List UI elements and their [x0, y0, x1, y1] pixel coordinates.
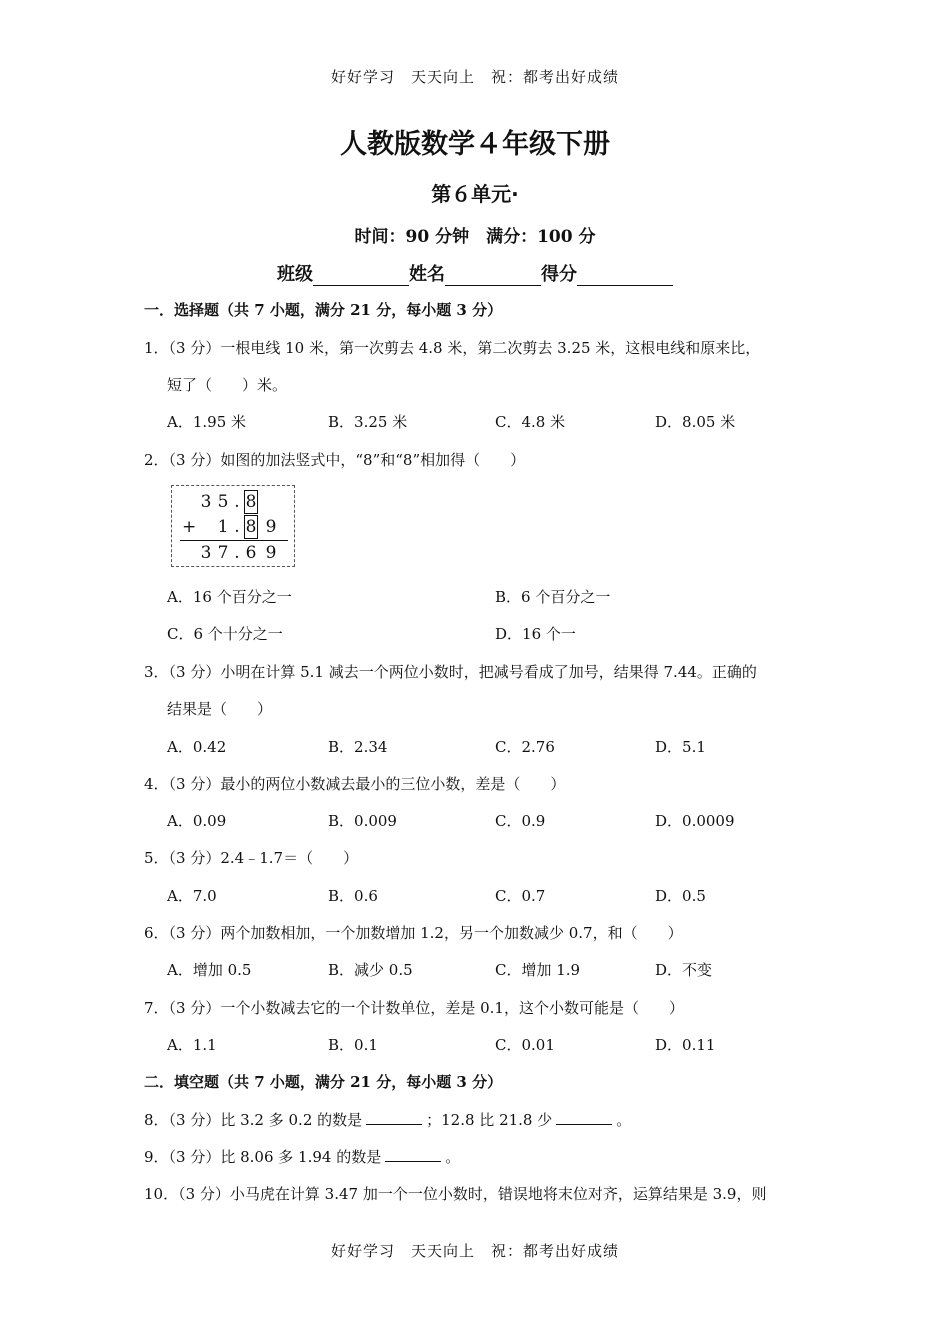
question-2-option-c[interactable]: C．6 个十分之一	[167, 625, 283, 643]
score-field[interactable]	[577, 267, 673, 286]
question-5-option-c[interactable]: C．0.7	[495, 887, 546, 905]
question-7-option-b[interactable]: B．0.1	[328, 1036, 378, 1054]
question-4-option-c[interactable]: C．0.9	[495, 812, 546, 830]
page-title: 人教版数学４年级下册	[340, 129, 610, 160]
question-6-option-c[interactable]: C．增加 1.9	[495, 961, 581, 979]
question-3-text: 3．（3 分）小明在计算 5.1 减去一个两位小数时，把减号看成了加号，结果得 7.44。正确的	[144, 663, 757, 681]
question-9-blank[interactable]	[385, 1147, 441, 1162]
question-5-text: 5．（3 分）2.4﹣1.7＝（ ）	[144, 849, 359, 867]
figure-digit: .	[234, 543, 240, 563]
question-1-text-cont: 短了（ ）米。	[167, 376, 288, 394]
question-2-option-d[interactable]: D．16 个一	[495, 625, 576, 643]
question-4-option-d[interactable]: D．0.0009	[655, 812, 735, 830]
highlight-box-bottom	[244, 515, 258, 539]
question-3-text-cont: 结果是（ ）	[167, 700, 273, 718]
question-1-option-c[interactable]: C．4.8 米	[495, 413, 566, 431]
question-1-text: 1．（3 分）一根电线 10 米，第一次剪去 4.8 米，第二次剪去 3.25 米，这根电线和原来比，	[144, 339, 761, 357]
figure-digit: 1	[217, 517, 229, 537]
question-2-text: 2．（3 分）如图的加法竖式中，“8”和“8”相加得（ ）	[144, 451, 526, 469]
figure-digit: 3	[200, 543, 212, 563]
figure-digit: 7	[217, 543, 229, 563]
question-5-option-a[interactable]: A．7.0	[167, 887, 217, 905]
question-5-option-b[interactable]: B．0.6	[328, 887, 378, 905]
figure-digit: 3	[200, 492, 212, 512]
unit-subtitle: 第６单元·	[431, 182, 519, 206]
figure-digit: .	[234, 517, 240, 537]
name-label: 姓名	[409, 264, 445, 285]
time-and-score-line: 时间：90 分钟 满分：100 分	[354, 227, 596, 247]
question-7-option-c[interactable]: C．0.01	[495, 1036, 555, 1054]
question-2-option-a[interactable]: A．16 个百分之一	[167, 588, 292, 606]
figure-digit: 6	[245, 543, 257, 563]
question-9-text	[144, 1146, 460, 1167]
question-4-text: 4．（3 分）最小的两位小数减去最小的三位小数，差是（ ）	[144, 775, 566, 793]
question-8-blank-2[interactable]	[556, 1110, 612, 1125]
question-6-option-b[interactable]: B．减少 0.5	[328, 961, 413, 979]
figure-digit-highlighted: 8	[245, 492, 257, 512]
page-footer: 好好学习 天天向上 祝：都考出好成绩	[330, 1242, 619, 1260]
question-9-part-1: 9．（3 分）比 8.06 多 1.94 的数是	[144, 1148, 382, 1166]
question-1-option-b[interactable]: B．3.25 米	[328, 413, 408, 431]
name-field[interactable]	[445, 267, 541, 286]
question-3-option-d[interactable]: D．5.1	[655, 738, 706, 756]
question-1-option-d[interactable]: D．8.05 米	[655, 413, 736, 431]
question-10-text: 10．（3 分）小马虎在计算 3.47 加一个一位小数时，错误地将末位对齐，运算结果是 3.9，则	[144, 1185, 767, 1203]
question-6-option-d[interactable]: D．不变	[655, 961, 713, 979]
question-3-option-b[interactable]: B．2.34	[328, 738, 388, 756]
question-7-option-d[interactable]: D．0.11	[655, 1036, 716, 1054]
figure-digit-highlighted: 8	[245, 517, 257, 537]
class-label: 班级	[277, 264, 313, 285]
question-3-option-c[interactable]: C．2.76	[495, 738, 555, 756]
figure-digit: .	[234, 492, 240, 512]
highlight-box-top	[244, 490, 258, 514]
question-3-option-a[interactable]: A．0.42	[167, 738, 227, 756]
figure-digit: 5	[217, 492, 229, 512]
question-8-part-1: 8．（3 分）比 3.2 多 0.2 的数是	[144, 1111, 363, 1129]
page-header: 好好学习 天天向上 祝：都考出好成绩	[330, 68, 619, 86]
question-2-option-b[interactable]: B．6 个百分之一	[495, 588, 611, 606]
student-info-line	[0, 260, 950, 286]
figure-digit: 9	[265, 517, 277, 537]
question-1-option-a[interactable]: A．1.95 米	[167, 413, 246, 431]
question-4-option-a[interactable]: A．0.09	[167, 812, 227, 830]
question-6-text: 6．（3 分）两个加数相加，一个加数增加 1.2，另一个加数减少 0.7，和（ ）	[144, 924, 683, 942]
section-choice-heading: 一．选择题（共 7 小题，满分 21 分，每小题 3 分）	[144, 301, 503, 319]
class-field[interactable]	[313, 267, 409, 286]
question-4-option-b[interactable]: B．0.009	[328, 812, 397, 830]
question-8-blank-1[interactable]	[366, 1110, 422, 1125]
addition-rule-line	[180, 540, 288, 541]
question-5-option-d[interactable]: D．0.5	[655, 887, 706, 905]
section-fill-heading: 二．填空题（共 7 小题，满分 21 分，每小题 3 分）	[144, 1073, 503, 1091]
figure-digit: 9	[265, 543, 277, 563]
question-7-option-a[interactable]: A．1.1	[167, 1036, 217, 1054]
score-label: 得分	[541, 264, 577, 285]
question-9-part-2: 。	[445, 1148, 461, 1166]
question-8-text	[144, 1109, 631, 1130]
question-8-part-3: 。	[616, 1111, 632, 1129]
question-6-option-a[interactable]: A．增加 0.5	[167, 961, 252, 979]
plus-sign: +	[182, 517, 197, 537]
question-7-text: 7．（3 分）一个小数减去它的一个计数单位，差是 0.1，这个小数可能是（ ）	[144, 999, 684, 1017]
question-8-part-2: ；12.8 比 21.8 少	[426, 1111, 553, 1129]
